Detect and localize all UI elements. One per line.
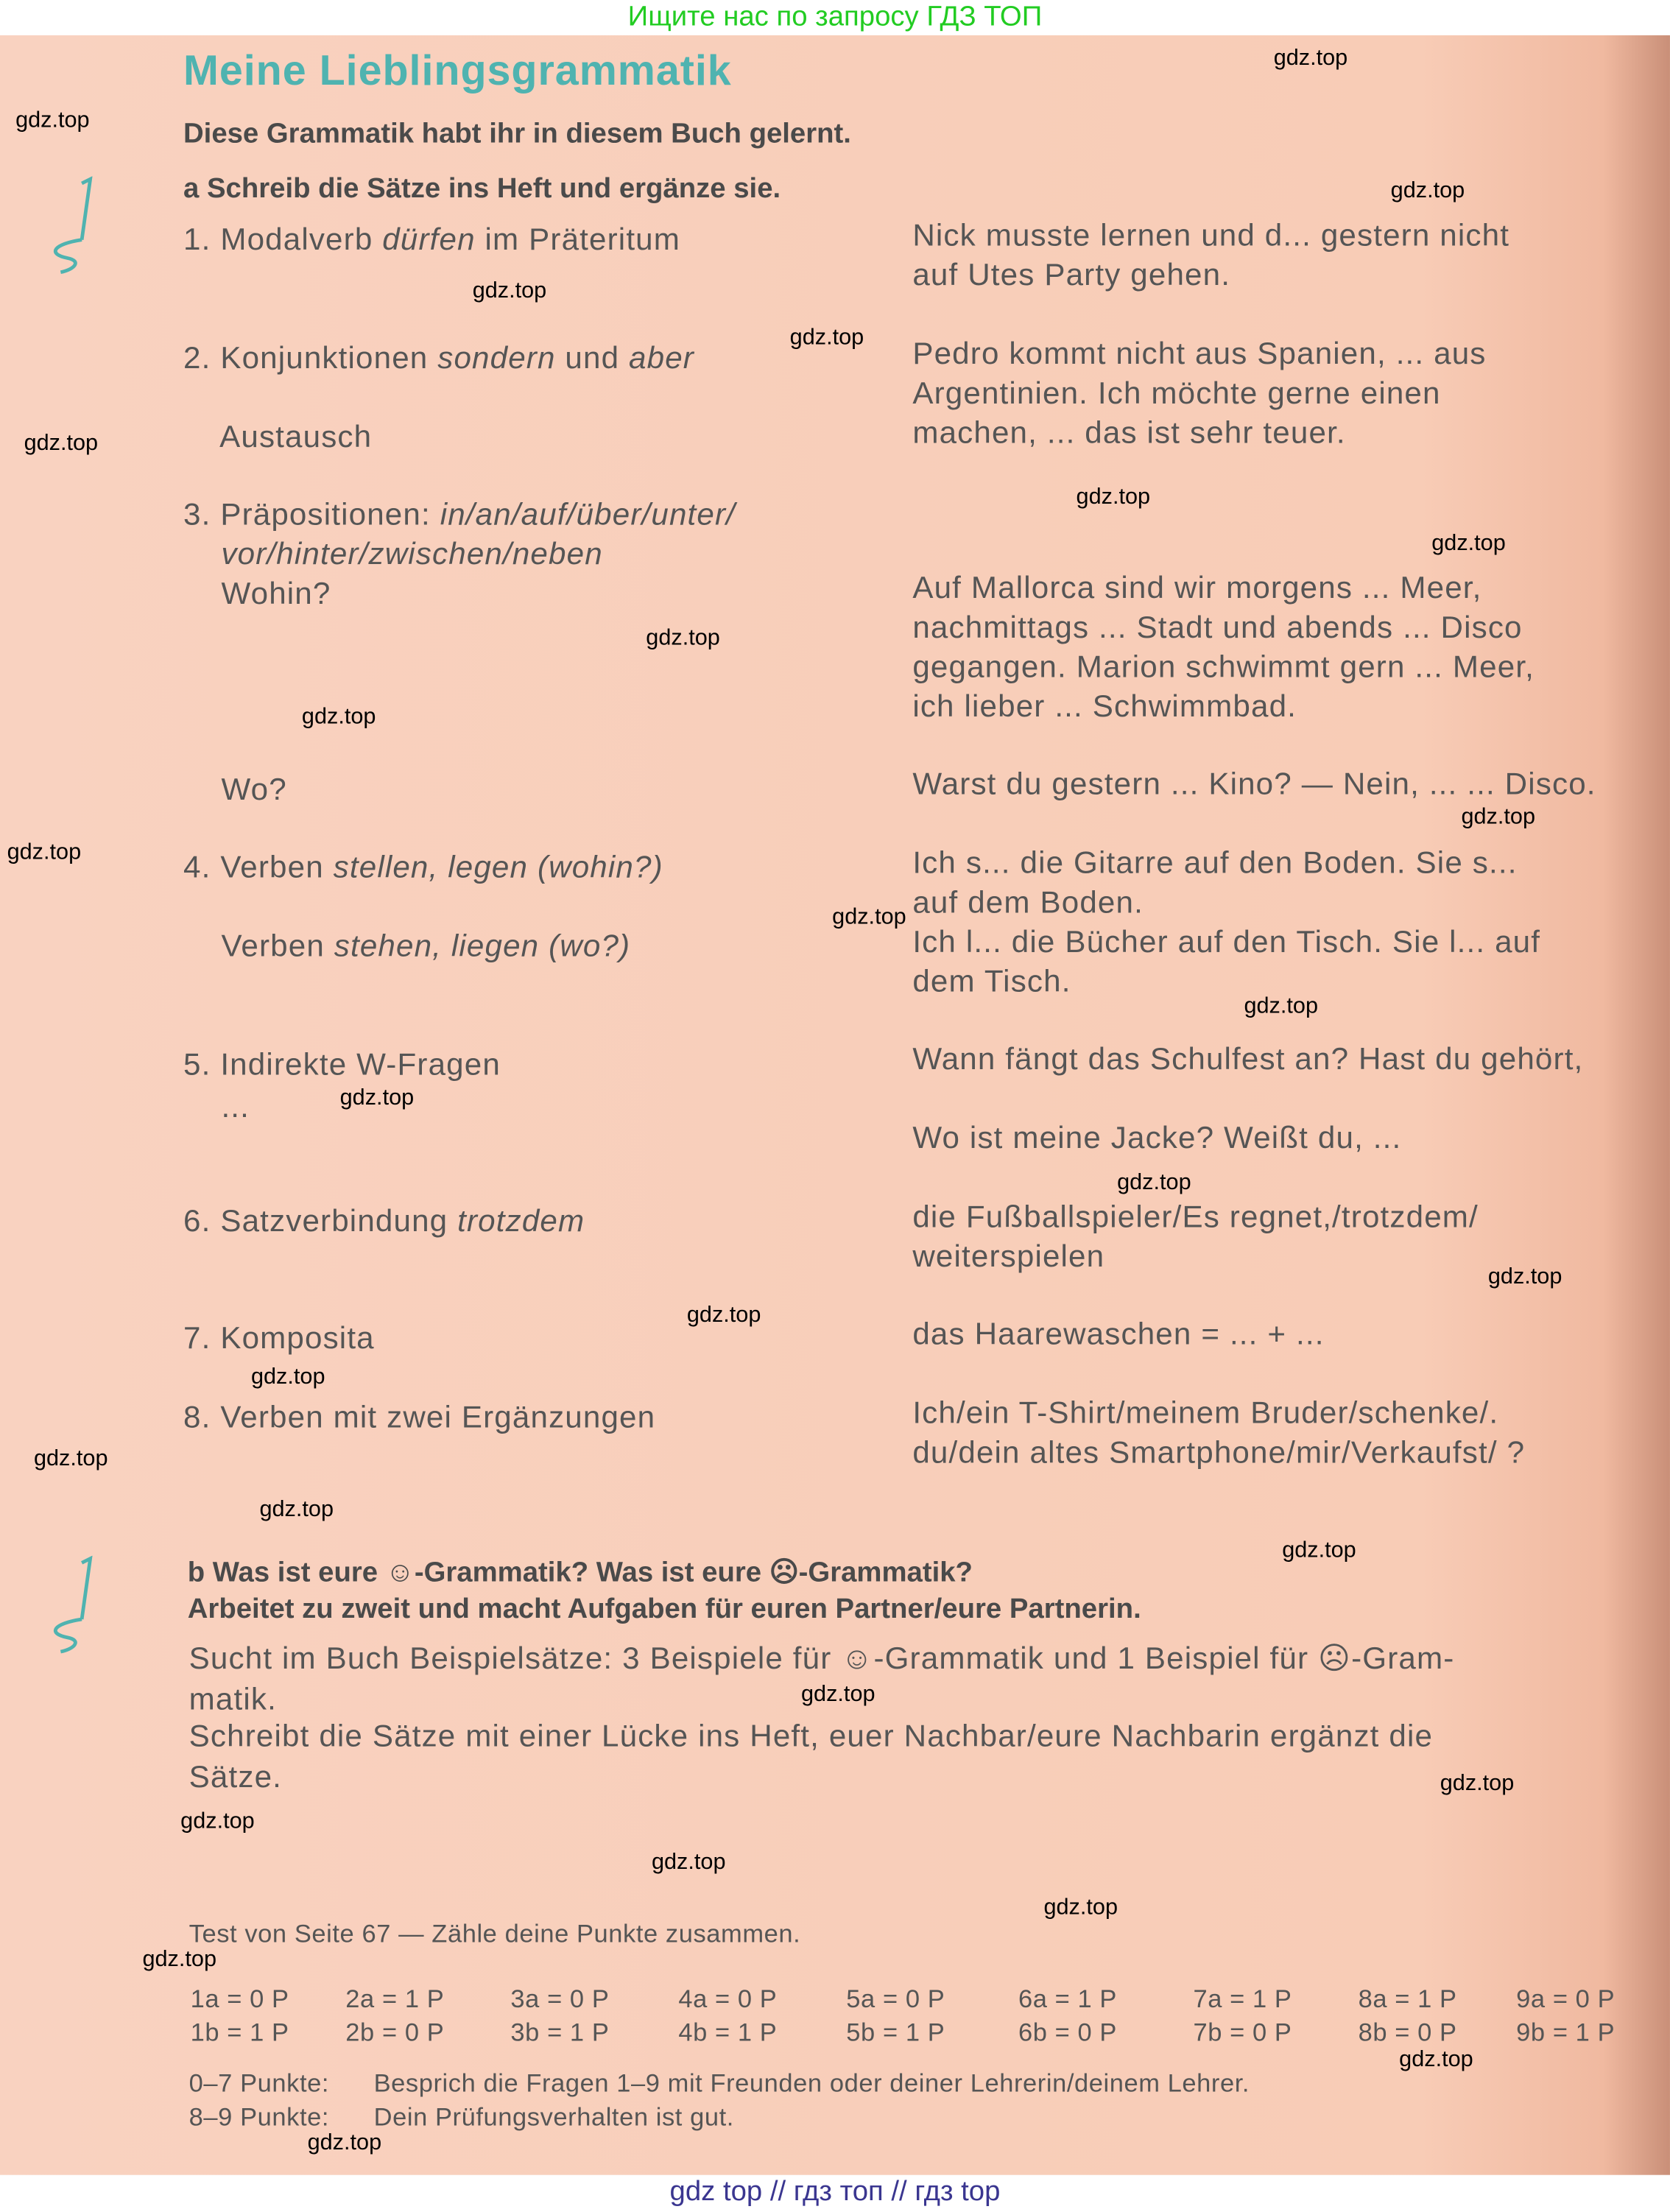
range-text: Besprich die Fragen 1–9 mit Freunden oder deiner Lehrerin/deinem Lehrer. [373,2069,1250,2098]
topic-line [183,848,663,887]
text-segment: 2. Konjunktionen [183,339,438,376]
example-line: gegangen. Marion schwimmt gern ... Meer, [912,649,1535,685]
score-cell: 6a = 1 P [1018,1984,1117,2013]
watermark: gdz.top [1399,2048,1473,2072]
example-line: die Fußballspieler/Es regnet,/trotzdem/ [912,1199,1479,1235]
watermark: gdz.top [1282,1538,1356,1563]
score-cell: 3a = 0 P [510,1984,610,2013]
task-b-instruction: Arbeitet zu zweit und macht Aufgaben für euren Partner/eure Partnerin. [187,1593,1141,1625]
watermark: gdz.top [33,1447,108,1471]
topic-line [183,1045,501,1085]
watermark: gdz.top [1431,532,1506,556]
text-segment: 4. Verben [183,849,334,885]
score-cell: 2b = 0 P [345,2018,445,2047]
watermark: gdz.top [339,1085,415,1110]
italic-term: stellen, legen (wohin?) [333,849,663,885]
score-cell: 3b = 1 P [510,2018,610,2047]
score-cell: 9a = 0 P [1516,1984,1616,2013]
watermark: gdz.top [1244,994,1319,1018]
example-line: Ich/ein T-Shirt/meinem Bruder/schenke/. [912,1395,1499,1431]
score-cell: 9b = 1 P [1516,2018,1616,2047]
watermark: gdz.top [472,279,547,303]
range-text: Dein Prüfungsverhalten ist gut. [373,2103,734,2132]
text-segment: Verben [183,928,334,964]
text-segment: 6. Satzverbindung [183,1202,458,1239]
text-segment: Wohin? [183,575,331,611]
text-segment: Wo? [183,771,287,807]
example-line: Ich s... die Gitarre auf den Boden. Sie s... [912,845,1518,881]
example-line: Ich l... die Bücher auf den Tisch. Sie l... auf [912,923,1541,959]
task-a-heading: a Schreib die Sätze ins Heft und ergänze sie. [183,173,781,205]
topic-line [183,220,680,260]
watermark: gdz.top [1273,46,1348,71]
text-segment: 3. Präpositionen: [183,496,440,532]
task-b-line: Sätze. [189,1758,283,1794]
text-segment: 1. Modalverb [183,221,383,257]
watermark: gdz.top [307,2131,382,2155]
watermark: gdz.top [1390,179,1465,203]
topic-line [183,495,736,535]
example-line: Wo ist meine Jacke? Weißt du, ... [912,1119,1402,1155]
score-cell: 7a = 1 P [1193,1984,1292,2013]
example-line: ich lieber ... Schwimmbad. [912,688,1297,724]
italic-term: aber [629,339,694,376]
topic-line [183,770,287,810]
text-segment: Austausch [183,418,373,454]
topic-line [183,339,694,378]
task-b-line: Schreibt die Sätze mit einer Lücke ins Heft, euer Nachbar/eure Nachbarin ergänzt die [189,1718,1434,1753]
score-cell: 4b = 1 P [678,2018,778,2047]
topic-line [183,1398,655,1437]
italic-term: trotzdem [457,1202,585,1239]
example-line: das Haarewaschen = ... + ... [912,1316,1325,1352]
score-cell: 5a = 0 P [846,1984,945,2013]
watermark: gdz.top [1461,805,1535,830]
score-cell: 1b = 1 P [190,2018,289,2047]
italic-term: dürfen [382,221,476,257]
watermark: gdz.top [7,840,82,865]
example-line: dem Tisch. [912,963,1071,999]
score-cell: 4a = 0 P [678,1984,778,2013]
watermark: gdz.top [832,905,906,930]
watermark: gdz.top [789,325,864,351]
example-line: Nick musste lernen und d... gestern nicht [912,216,1510,253]
example-line: Wann fängt das Schulfest an? Hast du gehört, [912,1040,1584,1077]
watermark: gdz.top [1440,1771,1515,1796]
watermark: gdz.top [1487,1265,1562,1289]
page-title: Meine Lieblingsgrammatik [183,48,732,95]
text-segment: 7. Komposita [183,1320,375,1356]
score-cell: 1a = 0 P [190,1984,289,2013]
example-line: machen, ... das ist sehr teuer. [912,415,1346,451]
example-line: auf Utes Party gehen. [912,256,1231,292]
watermark: gdz.top [801,1683,875,1707]
watermark: gdz.top [646,626,720,651]
test-heading: Test von Seite 67 — Zähle deine Punkte zusammen. [189,1919,801,1948]
topic-line [183,535,603,574]
bottom-banner: gdz top // гдз топ // гдз top [669,2176,1001,2208]
text-segment: 5. Indirekte W-Fragen [183,1046,501,1082]
range-label: 8–9 Punkte: [189,2103,330,2132]
topic-line [183,418,372,457]
top-banner: Ищите нас по запросу ГДЗ ТОП [627,1,1043,33]
topic-line [183,926,630,966]
italic-term: stehen, liegen (wo?) [334,928,631,964]
italic-term: vor/hinter/zwischen/neben [221,535,603,571]
score-cell: 6b = 0 P [1018,2018,1117,2047]
score-cell: 2a = 1 P [345,1984,445,2013]
example-line: Warst du gestern ... Kino? — Nein, ... ... Disco. [912,766,1596,802]
watermark: gdz.top [651,1850,726,1875]
score-cell: 5b = 1 P [846,2018,945,2047]
text-segment: und [555,339,630,376]
italic-term: in/an/auf/über/unter/ [440,496,736,532]
topic-line [183,1088,250,1127]
watermark: gdz.top [1076,485,1151,510]
example-line: du/dein altes Smartphone/mir/Verkaufst/ ? [912,1434,1526,1470]
watermark: gdz.top [301,705,376,730]
watermark: gdz.top [250,1365,325,1389]
score-cell: 8b = 0 P [1358,2018,1457,2047]
pencil-squiggle-icon [40,176,110,275]
task-b-line: Sucht im Buch Beispielsätze: 3 Beispiele für ☺-Grammatik und 1 Beispiel für ☹-Gram- [189,1640,1455,1676]
example-line: Auf Mallorca sind wir morgens ... Meer, [912,569,1482,605]
text-segment: 8. Verben mit zwei Ergänzungen [183,1399,656,1435]
example-line: Pedro kommt nicht aus Spanien, ... aus [912,335,1487,371]
topic-line [183,1319,375,1359]
subtitle: Diese Grammatik habt ihr in diesem Buch gelernt. [183,118,851,150]
task-b-heading: b Was ist eure ☺-Grammatik? Was ist eure ☹-Grammatik? [187,1557,973,1588]
italic-term: sondern [437,339,556,376]
text-segment: ... [183,1088,250,1124]
watermark: gdz.top [24,432,99,456]
topic-line [183,1202,585,1241]
example-line: Argentinien. Ich möchte gerne einen [912,375,1441,411]
text-segment [183,536,221,571]
text-segment: im Präteritum [475,221,681,257]
example-line: nachmittags ... Stadt und abends ... Disco [912,609,1523,645]
watermark: gdz.top [259,1498,334,1522]
watermark: gdz.top [1043,1895,1118,1920]
range-label: 0–7 Punkte: [189,2069,330,2098]
task-b-line: matik. [189,1681,277,1717]
watermark: gdz.top [1117,1170,1191,1195]
example-line: auf dem Boden. [912,884,1144,920]
pencil-squiggle-icon [40,1556,110,1655]
score-cell: 8a = 1 P [1358,1984,1457,2013]
score-cell: 7b = 0 P [1193,2018,1292,2047]
topic-line [183,574,331,614]
example-line: weiterspielen [912,1238,1105,1274]
watermark: gdz.top [686,1303,761,1328]
watermark: gdz.top [180,1809,255,1834]
watermark: gdz.top [15,108,90,133]
watermark: gdz.top [142,1948,216,1972]
